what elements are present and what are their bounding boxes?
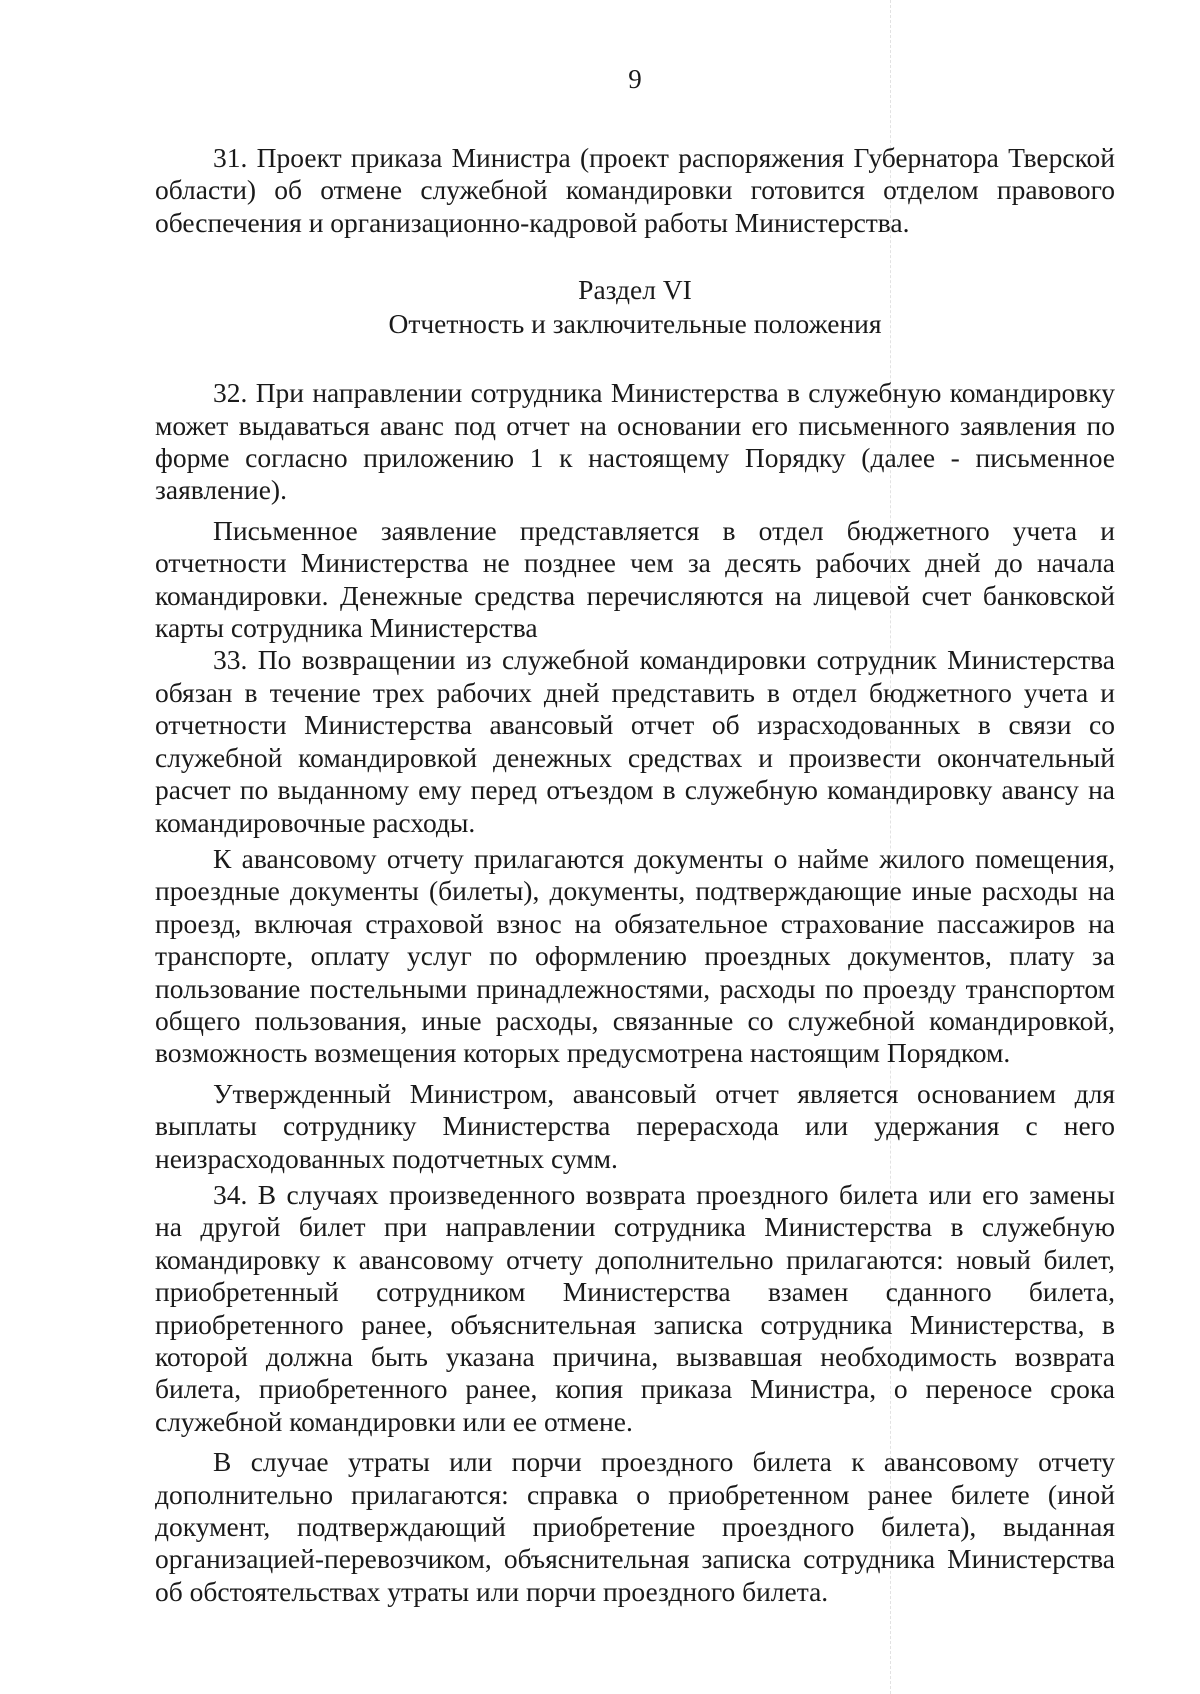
section-title: Раздел VI xyxy=(578,274,692,306)
paragraph-32-continued: Письменное заявление представляется в отдел бюджетного учета и отчетности Министерства не позднее чем за десять рабочих дней до начала командировки. Денежные средства перечисляются на лицевой счет банковской карты сотрудника Министерства xyxy=(155,514,1115,644)
paragraph-34-loss: В случае утраты или порчи проездного билета к авансовому отчету дополнительно прилагаются: справка о приобретенном ранее билете (иной документ, подтверждающий приобретение проездного билета), выданная организацией-перевозчиком, объяснительная записка сотрудника Министерства об обстоятельствах утраты или порчи проездного билета. xyxy=(155,1446,1115,1607)
paragraph-32: 32. При направлении сотрудника Министерства в служебную командировку может выдаваться аванс под отчет на основании его письменного заявления по форме согласно приложению 1 к настоящему Порядку (далее - письменное заявление). xyxy=(155,377,1115,506)
section-heading xyxy=(155,273,1115,341)
section-subtitle: Отчетность и заключительные положения xyxy=(388,308,882,340)
paragraph-34: 34. В случаях произведенного возврата проездного билета или его замены на другой билет при направлении сотрудника Министерства в служебную командировку к авансовому отчету дополнительно прилагаются: новый билет, приобретенный сотрудником Министерства взамен сданного билета, приобретенного ранее, объяснительная записка сотрудника Министерства, в которой должна быть указана причина, вызвавшая необходимость возврата билета, приобретенного ранее, копия приказа Министра, о переносе срока служебной командировки или ее отмене. xyxy=(155,1178,1115,1437)
paragraph-33-approval: Утвержденный Министром, авансовый отчет является основанием для выплаты сотруднику Министерства перерасхода или удержания с него неизрасходованных подотчетных сумм. xyxy=(155,1077,1115,1174)
document-body xyxy=(155,142,1115,1608)
paragraph-33-attachments: К авансовому отчету прилагаются документы о найме жилого помещения, проездные документы (билеты), документы, подтверждающие иные расходы на проезд, включая страховой взнос на обязательное страхование пассажиров на транспорте, оплату услуг по оформлению проездных документов, плату за пользование постельными принадлежностями, расходы по проезду транспортом общего пользования, иные расходы, связанные со служебной командировкой, возможность возмещения которых предусмотрена настоящим Порядком. xyxy=(155,842,1115,1069)
paragraph-31: 31. Проект приказа Министра (проект распоряжения Губернатора Тверской области) об отмене служебной командировки готовится отделом правового обеспечения и организационно-кадровой работы Министерства. xyxy=(155,142,1115,238)
paragraph-33: 33. По возвращении из служебной командировки сотрудник Министерства обязан в течение трех рабочих дней представить в отдел бюджетного учета и отчетности Министерства авансовый отчет об израсходованных в связи со служебной командировкой денежных средствах и произвести окончательный расчет по выданному ему перед отъездом в служебную командировку авансу на командировочные расходы. xyxy=(155,644,1115,838)
page-number: 9 xyxy=(628,64,642,94)
